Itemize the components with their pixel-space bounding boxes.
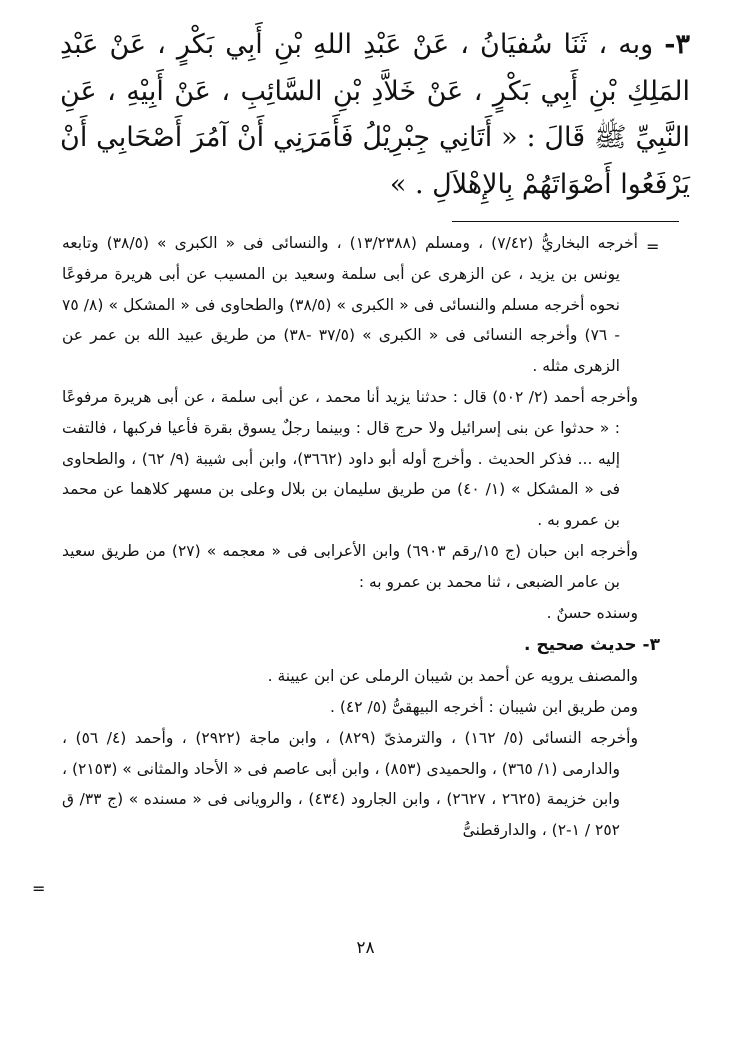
footnote-paragraph-2: وأخرجه أحمد (٢/ ٥٠٢) قال : حدثنا يزيد أنا محمد ، عن أبى سلمة ، عن أبى هريرة مرفوعًا : « حدثوا عن بنى إسرائيل ولا حرج قال : وبينما رجلٌ يسوق بقرة فأعيا فركبها ، فالتفت إليه ... فذكر الحديث . وأخرج أوله أبو داود (٣٦٦٢)، وابن أبى شيبة (٩/ ٦٢) ، والطحاوى فى « المشكل » (١/ ٤٠) من طريق سليمان بن بلال وعلى بن مسهر كلاهما عن محمد بن عمرو به .: [62, 387, 639, 530]
footnotes-block: [62, 228, 660, 846]
footnote-paragraph-3: وأخرجه ابن حبان (ج ١٥/رقم ٦٩٠٣) وابن الأعرابى فى « معجمه » (٢٧) من طريق سعيد بن عامر الضبعى ، ثنا محمد بن عمرو به :: [62, 541, 638, 591]
footnote-paragraph-4: وسنده حسنٌ .: [546, 603, 638, 622]
continuation-mark-top: =: [646, 237, 660, 256]
hadith-number: ٣-: [664, 29, 691, 60]
section-paragraph-3: وأخرجه النسائى (٥/ ١٦٢) ، والترمذىّ (٨٢٩) ، وابن ماجة (٢٩٢٢) ، وأحمد (٤/ ٥٦) ، والدارمى (١/ ٣٦٥) ، والحميدى (٨٥٣) ، وابن أبى عاصم فى « الأحاد والمثانى » (٢١٥٣) ، وابن خزيمة (٢٦٢٥ ، ٢٦٢٧) ، وابن الجارود (٤٣٤) ، والرويانى فى « مسنده » (ج ٣٣/ ق ٢٥٢ / ١-٢) ، والدارقطنىُّ: [62, 728, 638, 840]
section-paragraph-2: ومن طريق ابن شيبان : أخرجه البيهقىُّ (٥/ ٤٢) .: [329, 697, 638, 716]
page-number: ٢٨: [356, 938, 375, 958]
footnote-paragraph-1: أخرجه البخاريُّ (٧/٤٢) ، ومسلم (١٣/٢٣٨٨) ، والنسائى فى « الكبرى » (٣٨/٥) وتابعه يونس بن يزيد ، عن الزهرى عن أبى سلمة وسعيد بن المسيب عن أبى هريرة مرفوعًا نحوه أخرجه مسلم والنسائى فى « الكبرى » (٣٨/٥) والطحاوى فى « المشكل » (٨/ ٧٥ - ٧٦) وأخرجه النسائى فى « الكبرى » (٣٧/٥ -٣٨) من طريق عبيد الله بن عمر عن الزهرى مثله .: [62, 234, 638, 376]
continuation-mark-bottom: =: [32, 879, 46, 898]
section-heading: ٣- حديث صحيح .: [524, 635, 660, 656]
hadith-text-block: [60, 22, 690, 208]
footnote-separator-rule: [452, 221, 679, 222]
hadith-body: وبه ، ثَنَا سُفيَانُ ، عَنْ عَبْدِ اللهِ بْنِ أَبِي بَكْرٍ ، عَنْ عَبْدِ المَلِكِ بْنِ أَبِي بَكْرٍ ، عَنْ خَلاَّدِ بْنِ السَّائِبِ ، عَنْ أَبِيْهِ ، عَنِ النَّبِيِّ ﷺ قَالَ : « أَتَانِي جِبْرِيْلُ فَأَمَرَنِي أَنْ آمُرَ أَصْحَابِي أَنْ يَرْفَعُوا أَصْوَاتَهُمْ بِالإِهْلاَلِ . »: [60, 29, 690, 200]
section-paragraph-1: والمصنف يرويه عن أحمد بن شيبان الرملى عن ابن عيينة .: [267, 667, 638, 686]
